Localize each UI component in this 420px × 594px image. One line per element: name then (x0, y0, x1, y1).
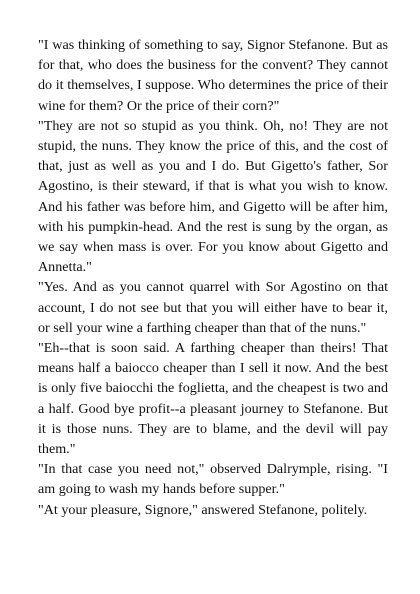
paragraph-1: "I was thinking of something to say, Signor Stefanone. But as for that, who does the business for the convent? They cannot do it themselves, I suppose. Who determines the price of their wine for them? Or the price of their corn?" (38, 37, 388, 114)
paragraph-5: "In that case you need not," observed Dalrymple, rising. "I am going to wash my hands before supper." (38, 461, 388, 498)
paragraph-2: "They are not so stupid as you think. Oh, no! They are not stupid, the nuns. They know the price of this, and the cost of that, just as well as you and I do. But Gigetto's father, Sor Agostino, is their steward, if that is what you wish to know. And his father was before him, and Gigetto will be after him, with his pumpkin-head. And the rest is sung by the organ, as we say when mass is over. For you know about Gigetto and Annetta." (38, 117, 388, 276)
book-page-text (38, 35, 388, 520)
paragraph-3: "Yes. And as you cannot quarrel with Sor Agostino on that account, I do not see but that you will either have to bear it, or sell your wine a farthing cheaper than that of the nuns." (38, 279, 388, 336)
paragraph-4: "Eh--that is soon said. A farthing cheaper than theirs! That means half a baiocco cheaper than I sell it now. And the best is only five baiocchi the foglietta, and the cheapest is two and a half. Good bye profit--a pleasant journey to Stefanone. But it is those nuns. They are to blame, and the devil will pay them." (38, 340, 388, 458)
paragraph-6: "At your pleasure, Signore," answered Stefanone, politely. (38, 501, 368, 518)
